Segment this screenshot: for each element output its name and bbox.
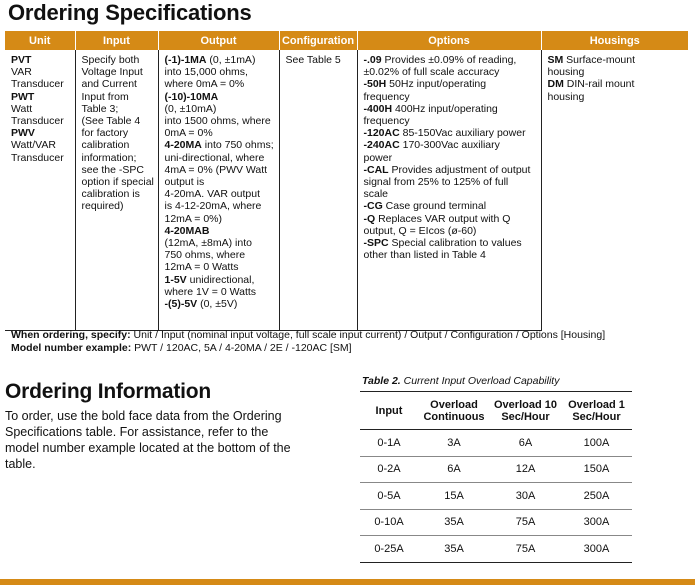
example-label: Model number example:: [11, 342, 132, 354]
option-line: output, Q = EIcos (ø-60): [363, 224, 477, 237]
table-cell: 300A: [561, 509, 632, 536]
example-line: [11, 342, 605, 355]
unit-line: PWV: [11, 127, 35, 140]
configuration-cell: [279, 50, 357, 330]
table-row: [360, 456, 632, 483]
t2-header-1sec: Overload 1 Sec/Hour: [561, 392, 632, 430]
output-line: output is: [164, 176, 205, 189]
table2-caption-label: Table 2.: [362, 375, 401, 387]
output-line: where 1V = 0 Watts: [164, 285, 257, 298]
input-line: Table 3;: [81, 102, 119, 115]
specify-label: When ordering, specify:: [11, 329, 131, 341]
table2-caption: [362, 375, 559, 387]
output-line: -(5)-5V (0, ±5V): [164, 298, 238, 311]
ordering-specifications-table: [5, 31, 688, 331]
input-line: and Current: [81, 78, 137, 91]
specify-text: Unit / Input (nominal input voltage, full scale input current) / Output / Configuration / Options [Housing]: [130, 329, 606, 341]
t2-header-input: Input: [360, 392, 418, 430]
housing-line: DM DIN-rail mount: [547, 78, 635, 91]
housing-line: housing: [547, 90, 585, 103]
option-line: power: [363, 151, 393, 164]
output-cell: [158, 50, 279, 330]
table-row: [360, 509, 632, 536]
table-cell: 30A: [490, 483, 561, 510]
table-cell: 35A: [418, 536, 490, 563]
output-line: into 15,000 ohms,: [164, 66, 248, 79]
option-line: frequency: [363, 90, 410, 103]
option-line: scale: [363, 188, 389, 201]
table-cell: 300A: [561, 536, 632, 563]
ordering-information-body: To order, use the bold face data from the Ordering Specifications table. For assistance, refer to the model number example located at the bottom of the table.: [5, 409, 291, 471]
option-line: -.09 Provides ±0.09% of reading,: [363, 54, 517, 66]
output-line: 4-20mA. VAR output: [164, 188, 261, 201]
output-line: (-1)-1MA (0, ±1mA): [164, 54, 256, 66]
header-unit: Unit: [5, 31, 75, 50]
page-title: Ordering Specifications: [8, 0, 252, 25]
output-line: 4-20MAB: [164, 224, 210, 237]
table-cell: 0-25A: [360, 536, 418, 563]
input-line: Specify both: [81, 54, 140, 66]
input-cell: [75, 50, 158, 330]
option-line: -120AC 85-150Vac auxiliary power: [363, 127, 526, 140]
unit-line: Watt/VAR: [11, 139, 56, 152]
table-cell: 12A: [490, 456, 561, 483]
unit-line: VAR: [11, 66, 32, 79]
options-cell: [357, 50, 541, 330]
unit-line: PVT: [11, 54, 32, 66]
input-line: see the -SPC: [81, 163, 144, 176]
table-cell: 100A: [561, 430, 632, 457]
t2-header-continuous: Overload Continuous: [418, 392, 490, 430]
output-line: 12mA = 0%): [164, 212, 222, 225]
table-cell: 35A: [418, 509, 490, 536]
output-line: (-10)-10MA: [164, 90, 219, 103]
header-output: Output: [158, 31, 279, 50]
input-line: calibration: [81, 139, 130, 152]
header-housings: Housings: [541, 31, 688, 50]
unit-cell: [5, 50, 75, 330]
input-line: information;: [81, 151, 137, 164]
table-cell: 6A: [490, 430, 561, 457]
output-line: 1-5V unidirectional,: [164, 273, 255, 286]
ordering-information-title: Ordering Information: [5, 380, 212, 403]
header-input: Input: [75, 31, 158, 50]
output-line: into 1500 ohms, where: [164, 115, 271, 128]
option-line: frequency: [363, 115, 410, 128]
input-line: Input from: [81, 90, 129, 103]
input-line: option if special: [81, 176, 154, 189]
configuration-text: See Table 5: [285, 54, 341, 66]
housing-line: housing: [547, 66, 585, 79]
table-cell: 0-5A: [360, 483, 418, 510]
unit-line: Transducer: [11, 115, 64, 128]
output-line: (12mA, ±8mA) into: [164, 237, 252, 250]
output-line: 12mA = 0 Watts: [164, 261, 239, 274]
table-cell: 75A: [490, 536, 561, 563]
table-row: [360, 483, 632, 510]
spec-footer: [11, 329, 605, 355]
input-line: required): [81, 200, 124, 213]
housings-cell: [541, 50, 688, 330]
overload-capability-table: [360, 391, 632, 563]
example-text: PWT / 120AC, 5A / 4-20MA / 2E / -120AC [SM]: [131, 342, 352, 354]
table-cell: 6A: [418, 456, 490, 483]
table-cell: 0-10A: [360, 509, 418, 536]
input-line: (See Table 4: [81, 115, 141, 128]
table-cell: 150A: [561, 456, 632, 483]
unit-line: Transducer: [11, 78, 64, 91]
unit-line: PWT: [11, 90, 35, 103]
output-line: uni-directional, where: [164, 151, 265, 164]
output-line: 750 ohms, where: [164, 249, 246, 262]
header-options: Options: [357, 31, 541, 50]
bottom-accent-bar: [0, 579, 695, 585]
option-line: ±0.02% of full scale accuracy: [363, 66, 500, 79]
option-line: -CG Case ground terminal: [363, 200, 487, 213]
option-line: signal from 25% to 125% of full: [363, 176, 509, 189]
table2-caption-text: Current Input Overload Capability: [400, 375, 560, 387]
header-configuration: Configuration: [279, 31, 357, 50]
output-line: 4-20MA into 750 ohms;: [164, 139, 274, 152]
table-row: [360, 536, 632, 563]
table-row: [360, 430, 632, 457]
option-line: -Q Replaces VAR output with Q: [363, 212, 511, 225]
table-cell: 75A: [490, 509, 561, 536]
option-line: -400H 400Hz input/operating: [363, 102, 498, 115]
input-line: Voltage Input: [81, 66, 143, 79]
output-line: is 4-12-20mA, where: [164, 200, 262, 213]
table-cell: 3A: [418, 430, 490, 457]
output-line: where 0mA = 0%: [164, 78, 245, 91]
unit-line: Transducer: [11, 151, 64, 164]
housing-line: SM Surface-mount: [547, 54, 636, 66]
option-line: -SPC Special calibration to values: [363, 237, 522, 250]
output-line: (0, ±10mA): [164, 102, 217, 115]
option-line: -240AC 170-300Vac auxiliary: [363, 139, 500, 152]
table-cell: 0-1A: [360, 430, 418, 457]
option-line: -CAL Provides adjustment of output: [363, 163, 531, 176]
table-cell: 15A: [418, 483, 490, 510]
option-line: other than listed in Table 4: [363, 249, 486, 262]
input-line: for factory: [81, 127, 129, 140]
option-line: -50H 50Hz input/operating: [363, 78, 487, 91]
specify-line: [11, 329, 605, 342]
output-line: 0mA = 0%: [164, 127, 213, 140]
output-line: 4mA = 0% (PWV Watt: [164, 163, 268, 176]
unit-line: Watt: [11, 102, 33, 115]
table-cell: 0-2A: [360, 456, 418, 483]
t2-header-10sec: Overload 10 Sec/Hour: [490, 392, 561, 430]
table-cell: 250A: [561, 483, 632, 510]
input-line: calibration is: [81, 188, 140, 201]
